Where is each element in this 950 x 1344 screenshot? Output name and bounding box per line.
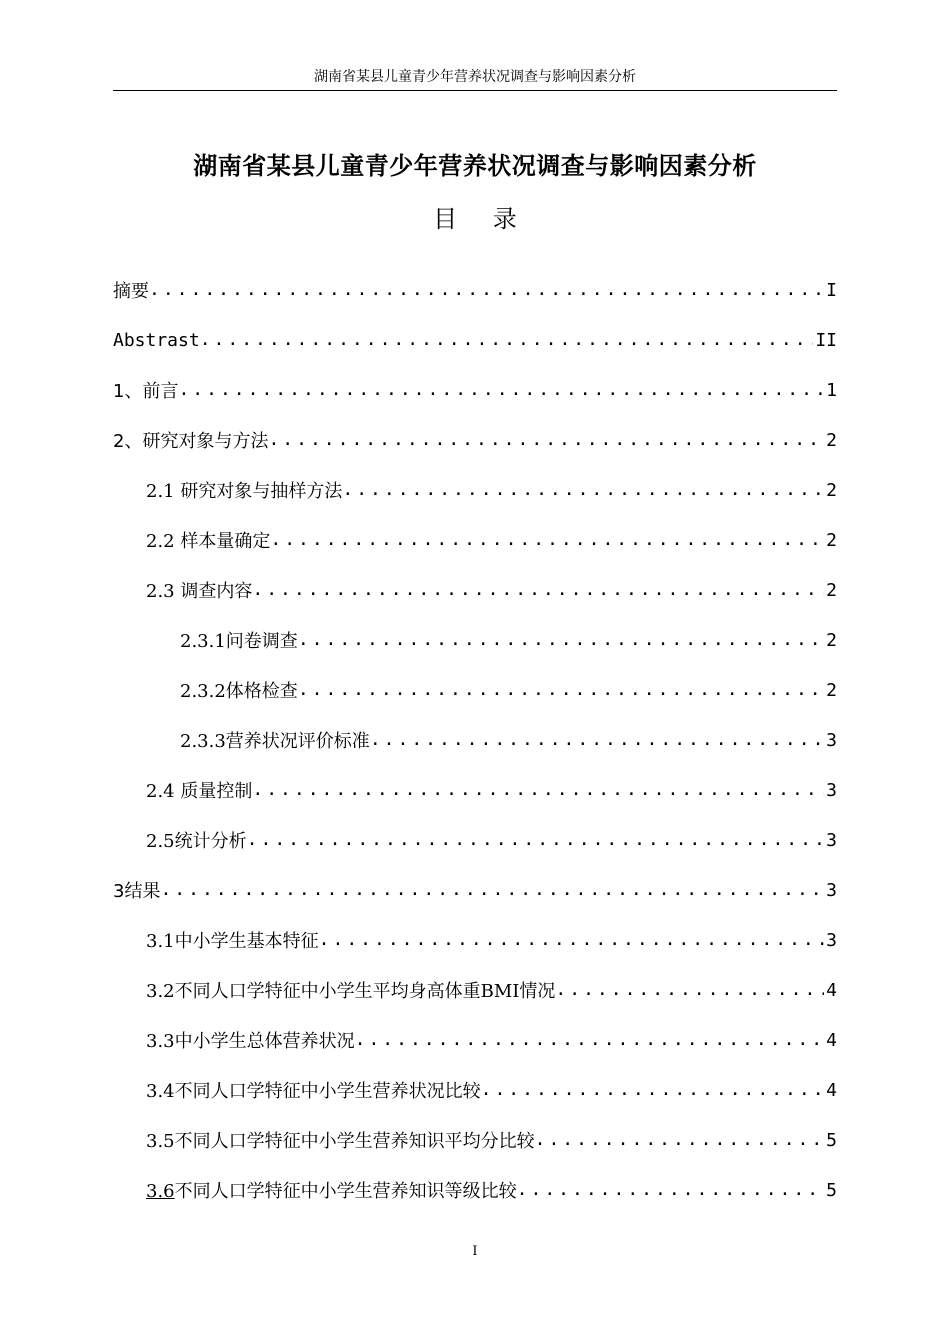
toc-heading: 目 录 — [433, 205, 531, 233]
toc-dot-leader — [200, 331, 814, 349]
toc-entry-3-2[interactable] — [146, 965, 837, 1015]
toc-entry-page: 5 — [826, 1129, 837, 1151]
toc-dot-leader — [342, 481, 824, 499]
toc-entry-page: 3 — [826, 779, 837, 801]
toc-entry-page: 3 — [826, 879, 837, 901]
toc-entry-label: 2.3 调查内容 — [146, 581, 253, 602]
toc-dot-leader — [252, 781, 824, 799]
toc-entry-label: 3.2不同人口学特征中小学生平均身高体重BMI情况 — [146, 981, 556, 1002]
toc-entry-page: I — [826, 279, 837, 301]
toc-entry-abstract-en[interactable] — [113, 315, 837, 365]
toc-dot-leader — [252, 581, 824, 599]
toc-dot-leader — [555, 981, 824, 999]
toc-entry-3-1[interactable] — [146, 915, 837, 965]
toc-entry-label: 2、研究对象与方法 — [113, 431, 269, 452]
toc-entry-label: 3结果 — [113, 881, 161, 902]
toc-entry-label: 2.3.3营养状况评价标准 — [180, 731, 370, 752]
toc-entry-page: II — [815, 329, 837, 351]
toc-entry-page: 4 — [826, 1079, 837, 1101]
toc-entry-label: 摘要 — [113, 281, 149, 302]
toc-entry-label: 2.3.1问卷调查 — [180, 631, 298, 652]
toc-entry-page: 4 — [826, 979, 837, 1001]
toc-entry-3-3[interactable] — [146, 1015, 837, 1065]
toc-entry-label: 2.4 质量控制 — [146, 781, 253, 802]
toc-entry-label: 2.5统计分析 — [146, 831, 247, 852]
toc-entry-label: 2.2 样本量确定 — [146, 531, 271, 552]
toc-entry-page: 3 — [826, 829, 837, 851]
toc-entry-page: 2 — [826, 529, 837, 551]
toc-entry-abstract-cn[interactable] — [113, 265, 837, 315]
toc-entry-page: 2 — [826, 579, 837, 601]
toc-entry-3-5[interactable] — [146, 1115, 837, 1165]
toc-entry-label: 2.1 研究对象与抽样方法 — [146, 481, 343, 502]
toc-entry-2-4[interactable] — [146, 765, 837, 815]
toc-entry-3[interactable] — [113, 865, 837, 915]
toc-dot-leader — [178, 381, 824, 399]
document-title: 湖南省某县儿童青少年营养状况调查与影响因素分析 — [193, 152, 757, 180]
toc-entry-2-1[interactable] — [146, 465, 837, 515]
toc-entry-2-3-3[interactable] — [180, 715, 837, 765]
toc-entry-page: 2 — [826, 479, 837, 501]
toc-entry-label: 1、前言 — [113, 381, 179, 402]
running-header: 湖南省某县儿童青少年营养状况调查与影响因素分析 — [314, 69, 636, 85]
toc-entry-page: 3 — [826, 929, 837, 951]
toc-entry-label: 3.5不同人口学特征中小学生营养知识平均分比较 — [146, 1131, 535, 1152]
toc-entry-page: 2 — [826, 629, 837, 651]
toc-entry-3-4[interactable] — [146, 1065, 837, 1115]
toc-entry-2[interactable] — [113, 415, 837, 465]
toc-dot-leader — [268, 431, 824, 449]
toc-entry-label: 3.6不同人口学特征中小学生营养知识等级比较 — [146, 1181, 517, 1202]
toc-entry-2-3[interactable] — [146, 565, 837, 615]
toc-dot-leader — [270, 531, 824, 549]
toc-entry-page: 5 — [826, 1179, 837, 1201]
toc-entry-number: 3.6 — [146, 1181, 175, 1202]
toc-dot-leader — [160, 881, 824, 899]
toc-dot-leader — [298, 681, 824, 699]
page-number: I — [472, 1244, 478, 1259]
toc-entry-page: 1 — [826, 379, 837, 401]
toc-dot-leader — [319, 931, 825, 949]
toc-entry-label: 3.4不同人口学特征中小学生营养状况比较 — [146, 1081, 481, 1102]
toc-dot-leader — [149, 281, 824, 299]
toc-entry-page: 2 — [826, 429, 837, 451]
toc-entry-2-3-1[interactable] — [180, 615, 837, 665]
toc-entry-page: 3 — [826, 729, 837, 751]
toc-entry-label: 3.3中小学生总体营养状况 — [146, 1031, 355, 1052]
toc-entry-2-3-2[interactable] — [180, 665, 837, 715]
toc-entry-2-2[interactable] — [146, 515, 837, 565]
toc-entry-page: 4 — [826, 1029, 837, 1051]
toc-entry-2-5[interactable] — [146, 815, 837, 865]
toc-dot-leader — [535, 1131, 825, 1149]
toc-dot-leader — [370, 731, 824, 749]
toc-entry-1[interactable] — [113, 365, 837, 415]
toc-entry-3-6[interactable] — [146, 1165, 837, 1215]
toc-entry-page: 2 — [826, 679, 837, 701]
toc-dot-leader — [247, 831, 825, 849]
toc-dot-leader — [481, 1081, 825, 1099]
toc-dot-leader — [298, 631, 824, 649]
header-rule — [113, 90, 837, 91]
toc-entry-label: 3.1中小学生基本特征 — [146, 931, 319, 952]
toc-dot-leader — [517, 1181, 825, 1199]
toc-entry-label: Abstrast — [113, 329, 200, 351]
toc-entry-label: 2.3.2体格检查 — [180, 681, 298, 702]
toc-dot-leader — [355, 1031, 825, 1049]
